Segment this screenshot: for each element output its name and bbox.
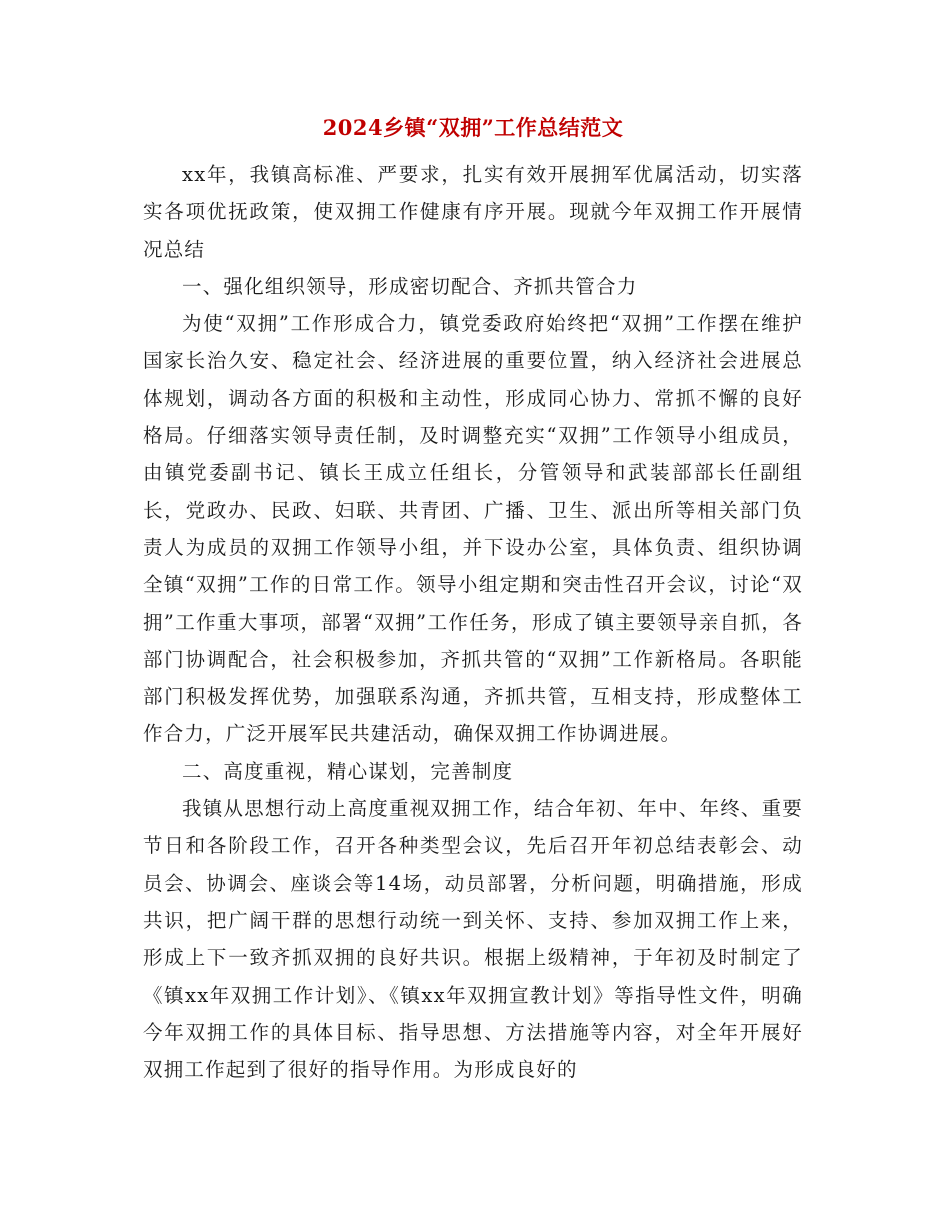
section-1-heading: 一、强化组织领导，形成密切配合、齐抓共管合力: [182, 274, 638, 298]
document-title: 2024乡镇“双拥”工作总结范文: [322, 115, 624, 140]
section-2-heading: 二、高度重视，精心谋划，完善制度: [182, 759, 514, 783]
section-2-body: 我镇从思想行动上高度重视双拥工作，结合年初、年中、年终、重要节日和各阶段工作，召开各种类型会议，先后召开年初总结表彰会、动员会、协调会、座谈会等14场，动员部署，分析问题，明确措施，形成共识，把广阔干群的思想行动统一到关怀、支持、参加双拥工作上来，形成上下一致齐抓双拥的良好共识。根据上级精神，于年初及时制定了《镇xx年双拥工作计划》、《镇xx年双拥宣教计划》等指导性文件，明确今年双拥工作的具体目标、指导思想、方法措施等内容，对全年开展好双拥工作起到了很好的指导作用。为形成良好的: [143, 797, 804, 1082]
intro-paragraph: xx年，我镇高标准、严要求，扎实有效开展拥军优属活动，切实落实各项优抚政策，使双拥工作健康有序开展。现就今年双拥工作开展情况总结: [143, 163, 803, 261]
document-page: [143, 108, 803, 1088]
section-1-body: 为使“双拥”工作形成合力，镇党委政府始终把“双拥”工作摆在维护国家长治久安、稳定社会、经济进展的重要位置，纳入经济社会进展总体规划，调动各方面的积极和主动性，形成同心协力、常抓不懈的良好格局。仔细落实领导责任制，及时调整充实“双拥”工作领导小组成员，由镇党委副书记、镇长王成立任组长，分管领导和武装部部长任副组长，党政办、民政、妇联、共青团、广播、卫生、派出所等相关部门负责人为成员的双拥工作领导小组，并下设办公室，具体负责、组织协调全镇“双拥”工作的日常工作。领导小组定期和突击性召开会议，讨论“双拥”工作重大事项，部署“双拥”工作任务，形成了镇主要领导亲自抓，各部门协调配合，社会积极参加，齐抓共管的“双拥”工作新格局。各职能部门积极发挥优势，加强联系沟通，齐抓共管，互相支持，形成整体工作合力，广泛开展军民共建活动，确保双拥工作协调进展。: [143, 312, 803, 746]
